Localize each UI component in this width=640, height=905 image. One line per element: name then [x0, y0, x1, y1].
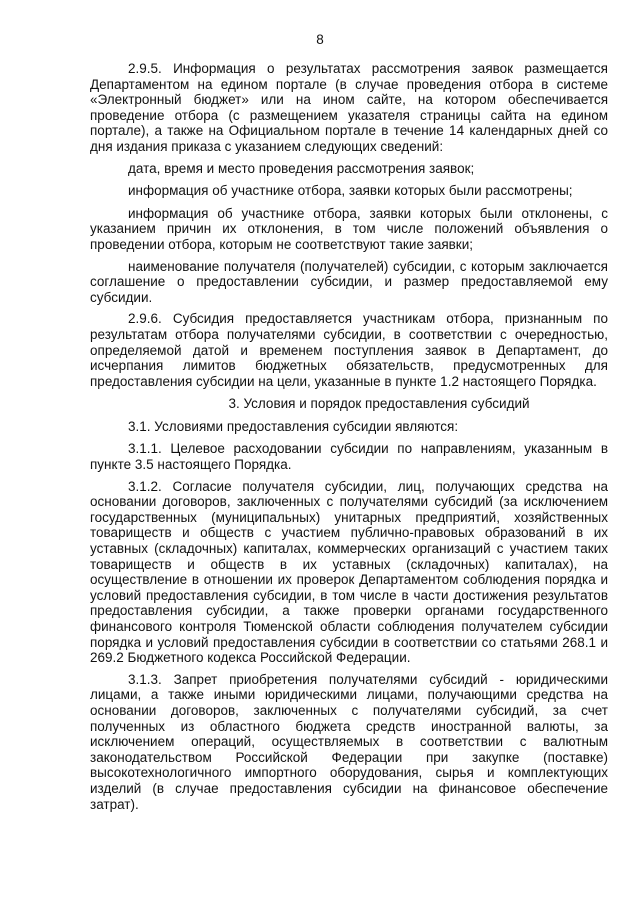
- paragraph-3-1-1: 3.1.1. Целевое расходовании субсидии по направлениям, указанным в пункте 3.5 настоящего Порядка.: [90, 441, 608, 473]
- list-item-considered-participants: информация об участнике отбора, заявки которых были рассмотрены;: [128, 183, 573, 199]
- paragraph-3-1-3: 3.1.3. Запрет приобретения получателями субсидий - юридическими лицами, а также иными юридическими лицами, получающими средства на основании договоров, заключенных с получателями субсидий, за счет полученных из областного бюджета средств иностранной валюты, за исключением операций, осуществляемых в соответствии с валютным законодательством Российской Федерации при закупке (поставке) высокотехнологичного импортного оборудования, сырья и комплектующих изделий (в случае предоставления субсидии на финансовое обеспечение затрат).: [90, 671, 608, 812]
- list-item-date-time-place: дата, время и место проведения рассмотрения заявок;: [128, 160, 475, 176]
- document-body: [90, 61, 608, 818]
- section-heading-3: 3. Условия и порядок предоставления субсидий: [228, 396, 530, 412]
- paragraph-3-1-2: 3.1.2. Согласие получателя субсидии, лиц, получающих средства на основании договоров, заключенных с получателями субсидий (за исключением государственных (муниципальных) унитарных предприятий, хозяйственных товариществ и обществ с участием публично-правовых образований в их уставных (складочных) капиталах, коммерческих организаций с участием таких товариществ и обществ в их уставных (складочных) капиталах), на осуществление в отношении их проверок Департаментом соблюдения порядка и условий предоставления субсидии, в том числе в части достижения результатов предоставления субсидии, а также проверки органами государственного финансового контроля Тюменской области соблюдения получателем субсидии порядка и условий предоставления субсидии в соответствии со статьями 268.1 и 269.2 Бюджетного кодекса Российской Федерации.: [90, 478, 608, 666]
- list-item-recipient-name: наименование получателя (получателей) субсидии, с которым заключается соглашение о предоставлении субсидии, и размер предоставляемой ему субсидии.: [90, 258, 608, 305]
- page-number: 8: [316, 32, 324, 47]
- list-item-rejected-participants: информация об участнике отбора, заявки которых были отклонены, с указанием причин их отклонения, в том числе положений объявления о проведении отбора, которым не соответствуют такие заявки;: [90, 205, 608, 252]
- paragraph-2-9-5: 2.9.5. Информация о результатах рассмотрения заявок размещается Департаментом на едином портале (в случае проведения отбора в системе «Электронный бюджет» или на ином сайте, на котором обеспечивается проведение отбора (с размещением указателя страницы сайта на едином портале), а также на Официальном портале в течение 14 календарных дней со дня издания приказа с указанием следующих сведений:: [90, 61, 608, 154]
- paragraph-3-1: 3.1. Условиями предоставления субсидии являются:: [128, 418, 459, 434]
- paragraph-2-9-6: 2.9.6. Субсидия предоставляется участникам отбора, признанным по результатам отбора получателями субсидии, в соответствии с очередностью, определяемой датой и временем поступления заявок в Департамент, до исчерпания лимитов бюджетных обязательств, предусмотренных для предоставления субсидии на цели, указанные в пункте 1.2 настоящего Порядка.: [90, 311, 608, 389]
